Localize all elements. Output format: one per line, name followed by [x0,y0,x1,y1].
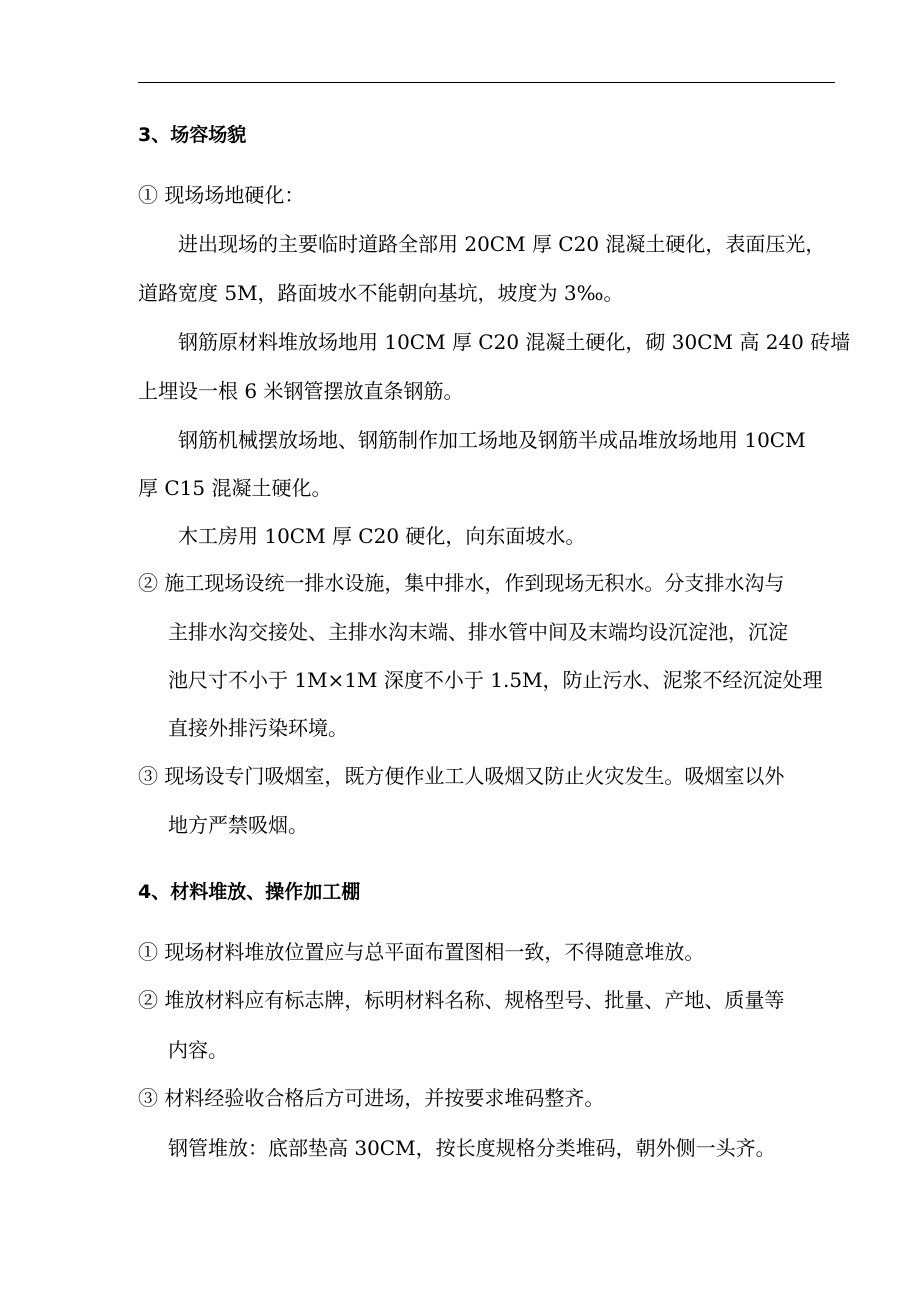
list-item-line: ① 现场材料堆放位置应与总平面布置图相一致，不得随意堆放。 [138,940,705,964]
list-item-line: 内容。 [168,1038,228,1062]
section-4-heading: 4、材料堆放、操作加工棚 [138,881,361,903]
list-item-line: ③ 现场设专门吸烟室，既方便作业工人吸烟又防止火灾发生。吸烟室以外 [138,764,785,788]
item-1-title: ① 现场场地硬化： [138,183,305,207]
list-item-line: ② 堆放材料应有标志牌，标明材料名称、规格型号、批量、产地、质量等 [138,988,785,1012]
list-item-line: 地方严禁吸烟。 [168,813,308,837]
paragraph-line: 厚 C15 混凝土硬化。 [138,476,332,500]
header-rule [138,82,835,83]
paragraph-line: 钢筋机械摆放场地、钢筋制作加工场地及钢筋半成品堆放场地用 10CM [178,428,806,452]
paragraph-line: 钢筋原材料堆放场地用 10CM 厚 C20 混凝土硬化，砌 30CM 高 240 砖墙 [178,330,851,354]
section-3-heading: 3、场容场貌 [138,124,247,146]
paragraph-line: 木工房用 10CM 厚 C20 硬化，向东面坡水。 [178,524,586,548]
paragraph-line: 上埋设一根 6 米钢管摆放直条钢筋。 [138,379,464,403]
list-item-line: 主排水沟交接处、主排水沟末端、排水管中间及末端均设沉淀池，沉淀 [168,620,788,644]
paragraph-line: 进出现场的主要临时道路全部用 20CM 厚 C20 混凝土硬化，表面压光， [178,232,826,256]
list-item-line: 池尺寸不小于 1M×1M 深度不小于 1.5M，防止污水、泥浆不经沉淀处理 [168,668,823,692]
list-item-line: 直接外排污染环境。 [168,716,348,740]
list-item-line: ③ 材料经验收合格后方可进场，并按要求堆码整齐。 [138,1086,605,1110]
list-item-line: ② 施工现场设统一排水设施，集中排水，作到现场无积水。分支排水沟与 [138,571,785,595]
paragraph-line: 道路宽度 5M，路面坡水不能朝向基坑，坡度为 3‰。 [138,281,624,305]
paragraph-line: 钢管堆放：底部垫高 30CM，按长度规格分类堆码，朝外侧一头齐。 [168,1136,776,1160]
